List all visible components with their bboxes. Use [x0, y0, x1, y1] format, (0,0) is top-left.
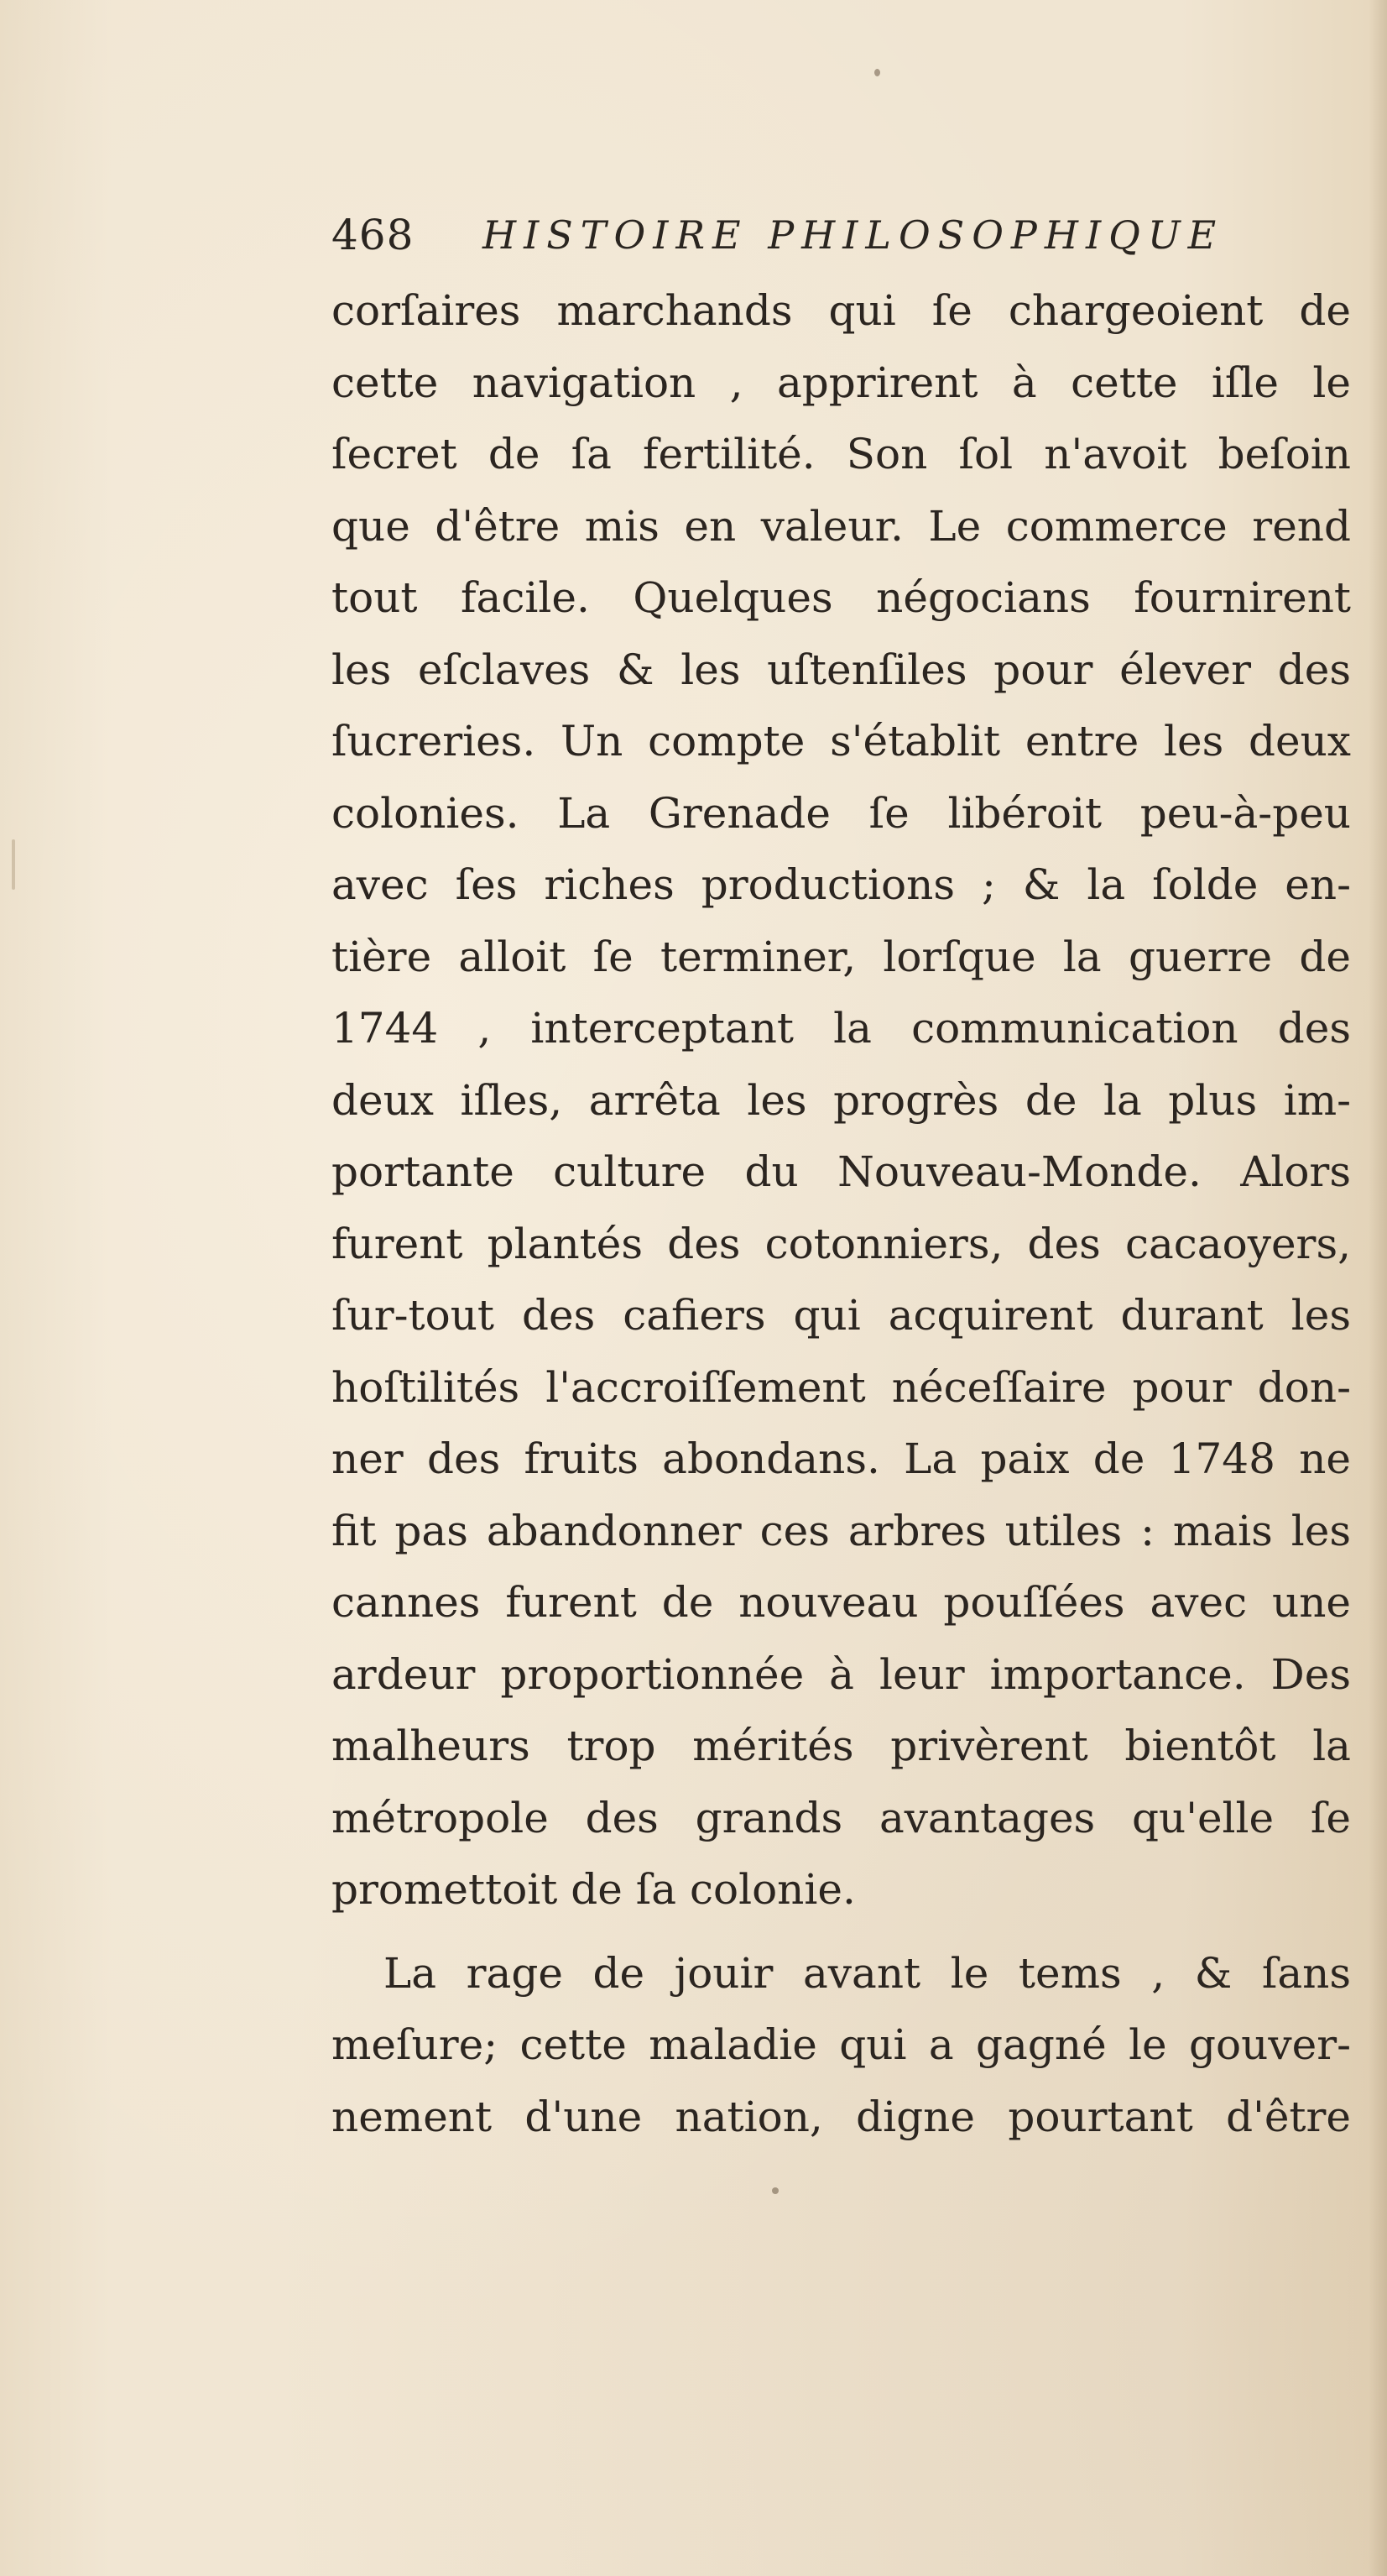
text-line: les eſclaves & les uſtenſiles pour élever des — [331, 645, 1351, 694]
paragraph-1 — [331, 275, 1351, 1926]
text-line: promettoit de ſa colonie. — [331, 1865, 856, 1914]
text-line: corſaires marchands qui ſe chargeoient de — [331, 286, 1351, 335]
body-text — [331, 275, 1351, 2153]
page-number: 468 — [331, 211, 415, 259]
text-line: ner des fruits abondans. La paix de 1748 ne — [331, 1434, 1351, 1483]
paragraph-2 — [331, 1938, 1351, 2154]
text-line: cette navigation , apprirent à cette iſle le — [331, 358, 1351, 407]
text-line: hoſtilités l'accroiſſement néceſſaire pour don- — [331, 1362, 1351, 1412]
text-line: tière alloit ſe terminer, lorſque la guerre de — [331, 932, 1351, 981]
text-line: malheurs trop mérités privèrent bientôt la — [331, 1722, 1351, 1770]
text-line: ſur-tout des cafiers qui acquirent durant les — [331, 1291, 1351, 1340]
text-line: colonies. La Grenade ſe libéroit peu-à-peu — [331, 788, 1351, 838]
text-line: meſure; cette maladie qui a gagné le gouver- — [331, 2020, 1351, 2069]
paper-speck — [874, 69, 880, 76]
text-line: La rage de jouir avant le tems , & ſans — [383, 1948, 1351, 1998]
text-line: que d'être mis en valeur. Le commerce rend — [331, 501, 1351, 551]
text-line: avec ſes riches productions ; & la ſolde en- — [331, 860, 1351, 909]
text-line: ſucreries. Un compte s'établit entre les deux — [331, 717, 1351, 765]
text-line: 1744 , interceptant la communication des — [331, 1004, 1351, 1053]
text-line: nement d'une nation, digne pourtant d'être — [331, 2092, 1351, 2141]
text-line: ardeur proportionnée à leur importance. Des — [331, 1649, 1351, 1699]
text-line: ſecret de ſa fertilité. Son ſol n'avoit beſoin — [331, 430, 1351, 478]
running-head — [331, 206, 1364, 273]
text-line: cannes furent de nouveau pouſſées avec une — [331, 1578, 1351, 1627]
text-line: furent plantés des cotonniers, des cacaoyers, — [331, 1219, 1351, 1268]
text-line: tout facile. Quelques négocians fournirent — [331, 573, 1351, 622]
running-title: HISTOIRE PHILOSOPHIQUE — [482, 212, 1224, 258]
text-line: métropole des grands avantages qu'elle ſe — [331, 1793, 1351, 1842]
text-line: portante culture du Nouveau-Monde. Alors — [331, 1147, 1351, 1196]
text-line: deux iſles, arrêta les progrès de la plus im- — [331, 1075, 1351, 1125]
paper-speck — [12, 839, 15, 890]
page-edge-shadow — [1369, 0, 1387, 2576]
paper-speck — [772, 2187, 779, 2194]
paragraph-gap — [331, 1926, 1351, 1938]
text-line: fit pas abandonner ces arbres utiles : mais les — [331, 1506, 1351, 1555]
